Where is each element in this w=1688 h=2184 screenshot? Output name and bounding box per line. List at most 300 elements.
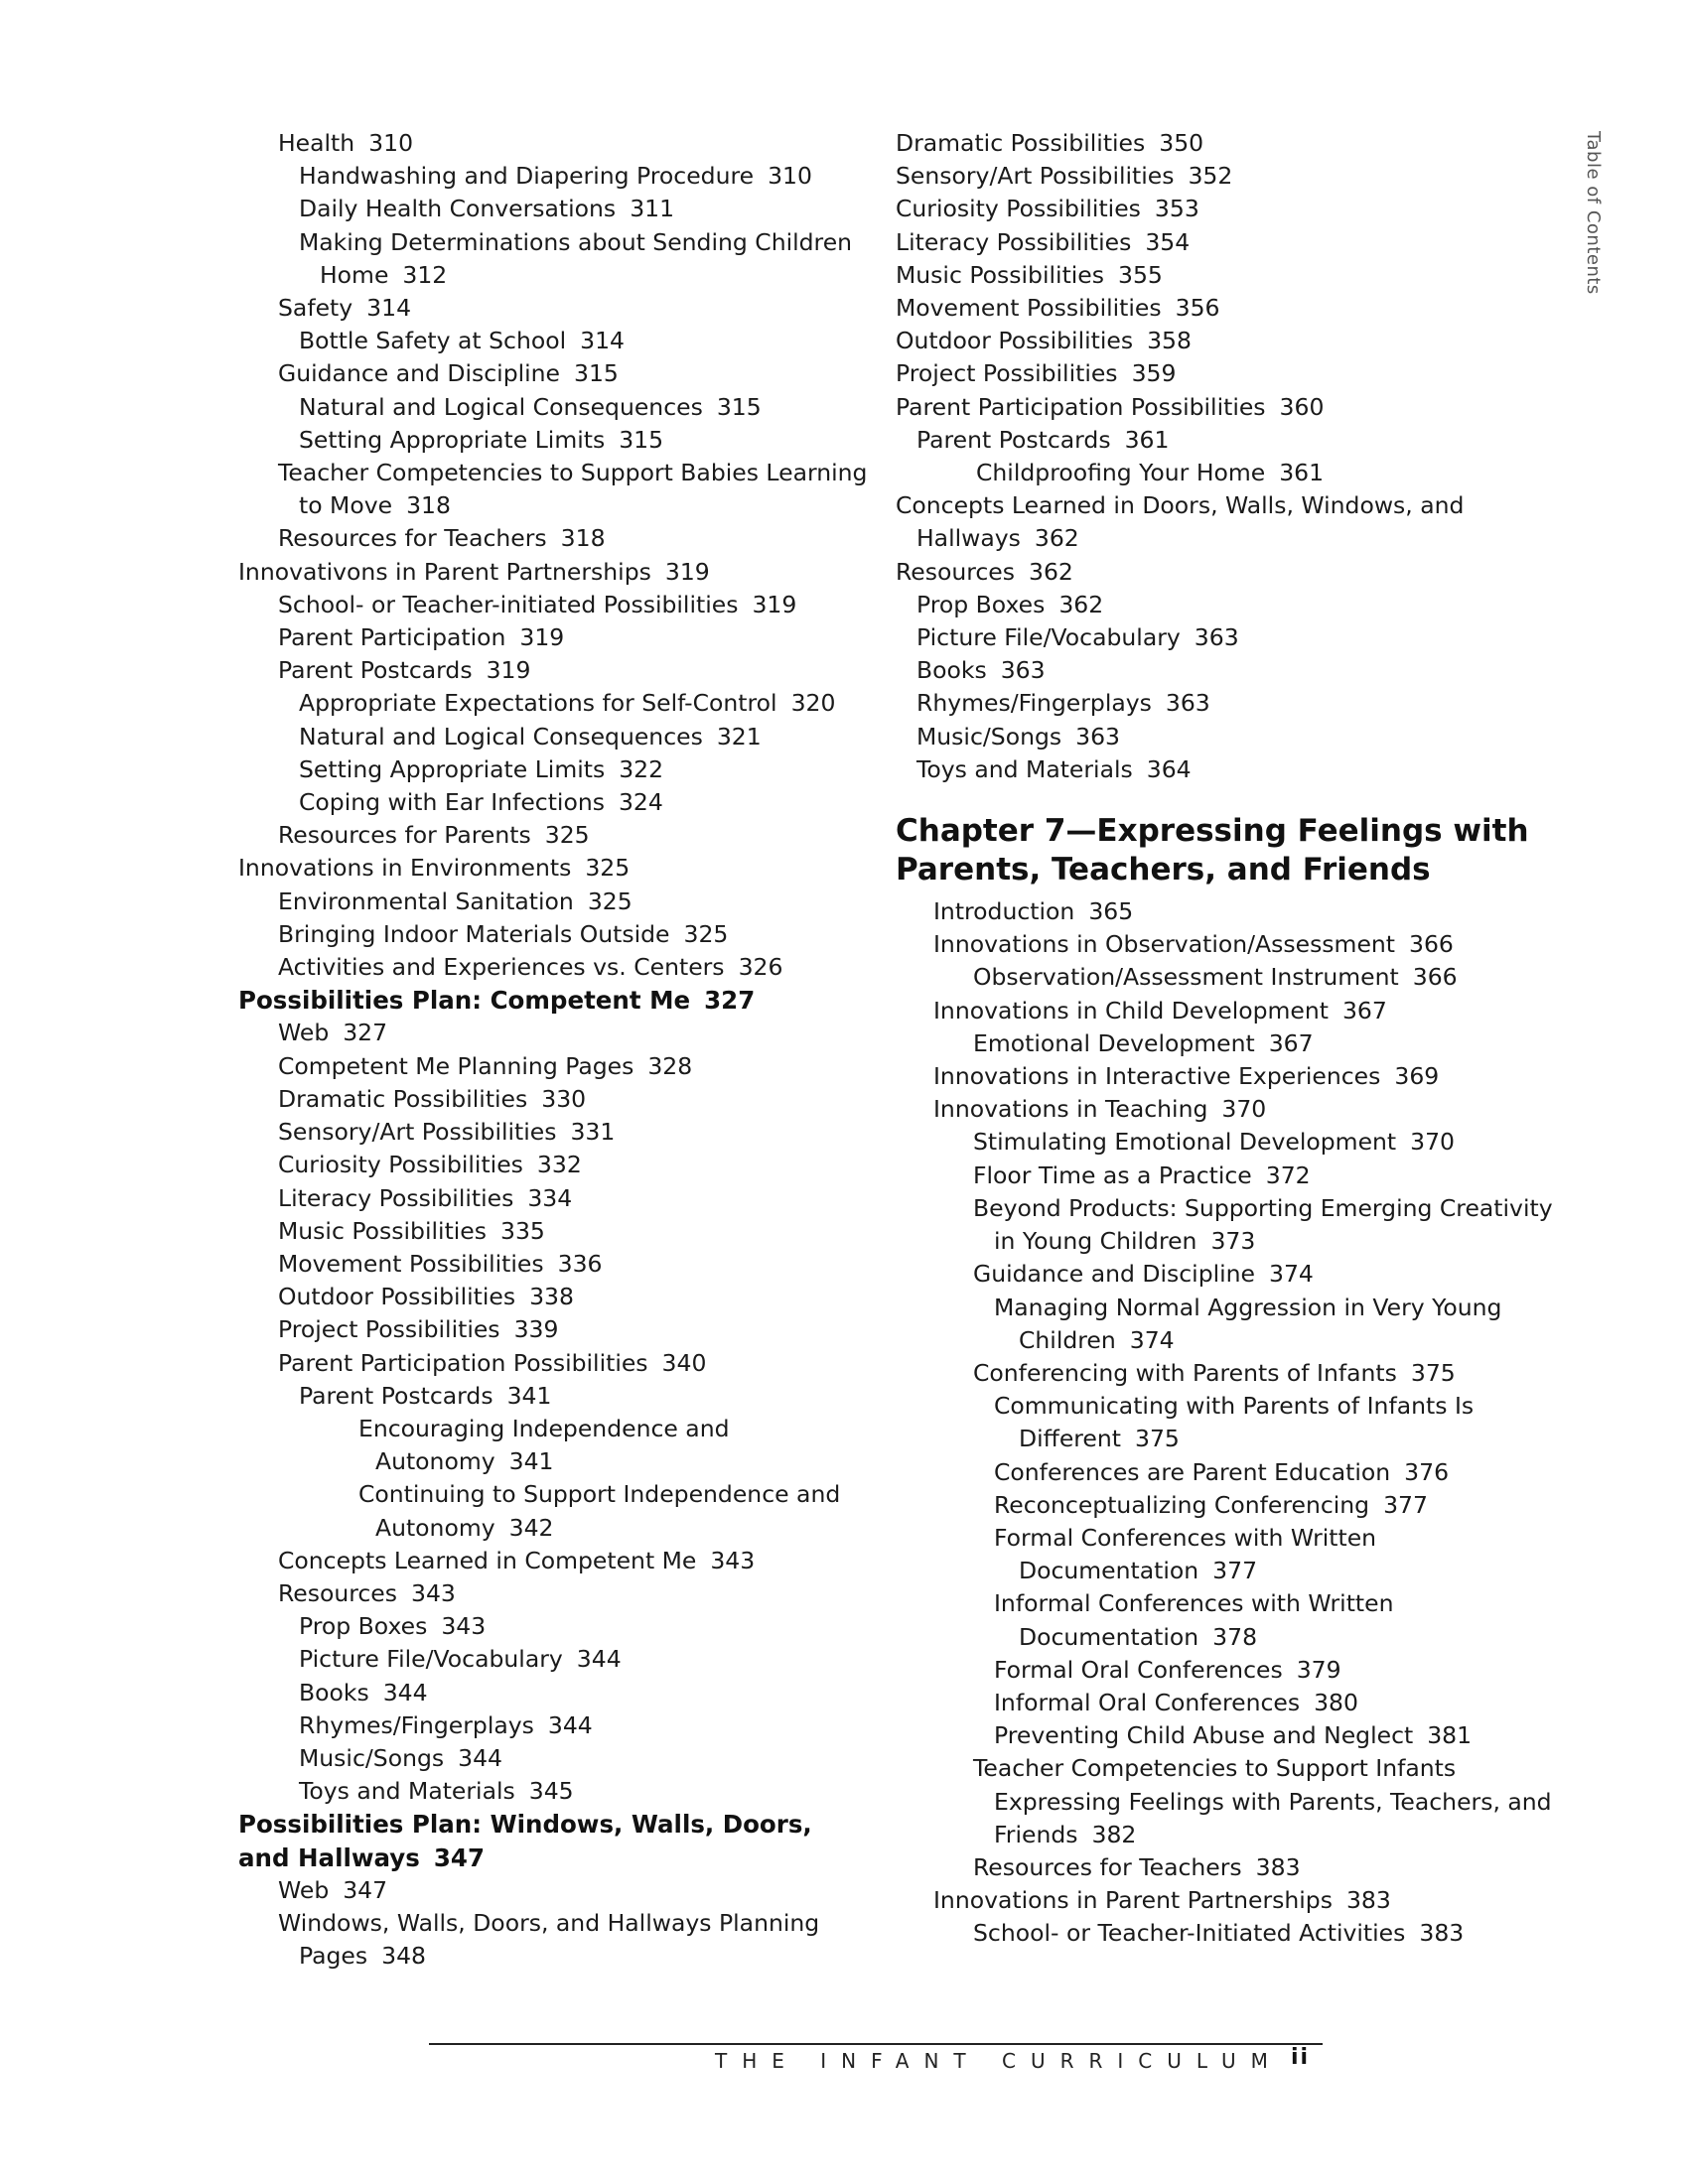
toc-entry bbox=[933, 1587, 1556, 1620]
toc-entry bbox=[238, 424, 874, 457]
toc-entry-title: Sensory/Art Possibilities bbox=[896, 162, 1175, 191]
toc-entry bbox=[933, 1719, 1556, 1752]
toc-entry-title: Parent Postcards bbox=[278, 656, 473, 685]
toc-entry-title: Documentation bbox=[1019, 1622, 1199, 1651]
toc-entry-page: 347 bbox=[343, 1875, 388, 1904]
chapter-heading bbox=[896, 812, 1556, 889]
toc-entry-page: 383 bbox=[1345, 1886, 1391, 1915]
chapter-title: Chapter 7—Expressing Feelings with Parents, Teachers, and Friends bbox=[896, 813, 1529, 888]
toc-entry bbox=[933, 1687, 1556, 1719]
toc-entry-page: 364 bbox=[1146, 754, 1192, 783]
toc-entry-title: Different bbox=[1019, 1425, 1121, 1453]
toc-entry-title: School- or Teacher-Initiated Activities bbox=[973, 1919, 1406, 1948]
toc-entry-page: 347 bbox=[433, 1843, 485, 1872]
toc-entry bbox=[896, 424, 1556, 457]
toc-entry bbox=[238, 1017, 874, 1049]
toc-entry bbox=[238, 1577, 874, 1610]
toc-entry bbox=[933, 1390, 1556, 1423]
toc-entry bbox=[238, 1545, 874, 1577]
toc-entry-title: Innovations in Teaching bbox=[933, 1095, 1208, 1124]
toc-entry-title: Rhymes/Fingerplays bbox=[299, 1710, 534, 1739]
toc-entry-title: Bottle Safety at School bbox=[299, 327, 567, 355]
toc-entry-title: Autonomy bbox=[375, 1447, 495, 1476]
toc-entry-page: 358 bbox=[1147, 327, 1192, 355]
footer-rule bbox=[429, 2043, 1323, 2045]
toc-entry-title: Possibilities Plan: Competent Me bbox=[238, 986, 691, 1016]
toc-entry-page: 315 bbox=[619, 425, 664, 454]
toc-entry-page: 325 bbox=[544, 821, 590, 850]
toc-entry-page: 355 bbox=[1118, 260, 1163, 289]
toc-entry-title: Setting Appropriate Limits bbox=[299, 754, 606, 783]
toc-entry bbox=[238, 1842, 874, 1874]
toc-entry bbox=[238, 1940, 874, 1973]
toc-entry-page: 348 bbox=[381, 1942, 426, 1971]
toc-entry-title: Bringing Indoor Materials Outside bbox=[278, 919, 670, 948]
toc-entry-title: Communicating with Parents of Infants Is bbox=[994, 1392, 1475, 1421]
toc-entry-title: Parent Postcards bbox=[916, 425, 1111, 454]
toc-entry bbox=[238, 193, 874, 225]
toc-entry-page: 325 bbox=[683, 919, 729, 948]
toc-entry-page: 345 bbox=[528, 1777, 574, 1806]
toc-entry bbox=[933, 1522, 1556, 1555]
toc-entry-page: 374 bbox=[1129, 1325, 1175, 1354]
toc-entry-page: 381 bbox=[1427, 1721, 1473, 1750]
toc-entry-page: 322 bbox=[619, 754, 664, 783]
toc-entry bbox=[238, 292, 874, 325]
toc-entry-title: Reconceptualizing Conferencing bbox=[994, 1490, 1370, 1519]
toc-entry bbox=[933, 1423, 1556, 1455]
toc-entry-title: Curiosity Possibilities bbox=[278, 1151, 523, 1179]
side-tab-label: Table of Contents bbox=[1583, 131, 1604, 295]
toc-entry-title: Observation/Assessment Instrument bbox=[973, 963, 1399, 992]
toc-entry-title: Picture File/Vocabulary bbox=[916, 623, 1181, 652]
toc-entry bbox=[896, 721, 1556, 753]
toc-entry-title: and Hallways bbox=[238, 1843, 420, 1872]
toc-entry-page: 319 bbox=[752, 590, 797, 618]
toc-entry bbox=[933, 1027, 1556, 1060]
toc-entry-title: Rhymes/Fingerplays bbox=[916, 689, 1152, 718]
toc-entry bbox=[238, 1248, 874, 1281]
toc-entry bbox=[238, 1215, 874, 1248]
toc-chapter-list bbox=[896, 895, 1556, 1951]
toc-entry-title: Books bbox=[916, 656, 987, 685]
toc-entry-page: 315 bbox=[716, 392, 762, 421]
toc-entry-page: 343 bbox=[441, 1612, 487, 1641]
toc-entry-title: Teacher Competencies to Support Babies Learning bbox=[278, 459, 868, 487]
toc-entry-title: Making Determinations about Sending Children bbox=[299, 227, 853, 256]
toc-entry bbox=[238, 654, 874, 687]
toc-entry bbox=[896, 687, 1556, 720]
toc-entry-title: Handwashing and Diapering Procedure bbox=[299, 162, 755, 191]
toc-entry-title: Children bbox=[1019, 1325, 1116, 1354]
toc-entry-page: 314 bbox=[366, 294, 412, 323]
toc-entry-title: Setting Appropriate Limits bbox=[299, 425, 606, 454]
toc-entry-title: Resources for Parents bbox=[278, 821, 531, 850]
toc-entry-page: 321 bbox=[716, 722, 762, 751]
toc-entry-page: 362 bbox=[1029, 557, 1073, 586]
toc-entry-page: 318 bbox=[406, 491, 451, 520]
toc-entry-page: 360 bbox=[1279, 392, 1325, 421]
toc-entry bbox=[933, 1093, 1556, 1126]
toc-entry-title: Informal Conferences with Written bbox=[994, 1589, 1394, 1618]
toc-entry-title: Parent Postcards bbox=[299, 1381, 493, 1410]
toc-entry-page: 352 bbox=[1188, 162, 1233, 191]
toc-entry-page: 377 bbox=[1212, 1557, 1258, 1585]
toc-entry bbox=[238, 1677, 874, 1709]
toc-entry-page: 376 bbox=[1404, 1457, 1450, 1486]
toc-entry-title: Encouraging Independence and bbox=[358, 1414, 730, 1442]
toc-entry-page: 331 bbox=[570, 1118, 616, 1147]
toc-entry bbox=[238, 1050, 874, 1083]
toc-entry-title: Curiosity Possibilities bbox=[896, 195, 1141, 223]
toc-entry-title: Informal Oral Conferences bbox=[994, 1688, 1301, 1716]
toc-entry-page: 382 bbox=[1091, 1820, 1137, 1848]
toc-entry-title: in Young Children bbox=[994, 1227, 1197, 1256]
toc-entry bbox=[896, 292, 1556, 325]
toc-entry-title: Conferencing with Parents of Infants bbox=[973, 1358, 1397, 1387]
toc-entry bbox=[896, 556, 1556, 589]
toc-entry-page: 363 bbox=[1000, 656, 1046, 685]
toc-entry-page: 327 bbox=[704, 986, 756, 1016]
toc-entry bbox=[238, 1182, 874, 1215]
toc-entry-title: Appropriate Expectations for Self-Control bbox=[299, 689, 777, 718]
toc-entry-title: Documentation bbox=[1019, 1557, 1199, 1585]
toc-entry-page: 330 bbox=[541, 1084, 587, 1113]
toc-entry-title: Floor Time as a Practice bbox=[973, 1160, 1252, 1189]
toc-entry-title: to Move bbox=[299, 491, 393, 520]
toc-entry-page: 326 bbox=[738, 953, 783, 982]
toc-entry-title: Movement Possibilities bbox=[278, 1249, 544, 1278]
toc-entry-page: 369 bbox=[1394, 1062, 1440, 1091]
toc-entry-page: 327 bbox=[343, 1019, 388, 1047]
toc-entry-page: 377 bbox=[1383, 1490, 1428, 1519]
toc-entry bbox=[933, 1621, 1556, 1654]
toc-entry bbox=[238, 687, 874, 720]
toc-entry-page: 344 bbox=[576, 1645, 622, 1674]
toc-entry bbox=[896, 325, 1556, 357]
toc-entry-title: Competent Me Planning Pages bbox=[278, 1051, 634, 1080]
toc-entry bbox=[238, 1281, 874, 1313]
toc-entry-title: Home bbox=[320, 260, 389, 289]
toc-entry-page: 336 bbox=[557, 1249, 603, 1278]
toc-entry-title: Coping with Ear Infections bbox=[299, 788, 605, 817]
toc-entry bbox=[933, 1225, 1556, 1258]
toc-entry-title: Teacher Competencies to Support Infants bbox=[973, 1754, 1457, 1783]
footer-page-number: ii bbox=[1291, 2045, 1311, 2070]
toc-entry-title: Innovations in Interactive Experiences bbox=[933, 1062, 1381, 1091]
toc-entry-title: Formal Oral Conferences bbox=[994, 1655, 1283, 1684]
toc-entry bbox=[238, 753, 874, 786]
toc-entry-page: 318 bbox=[560, 524, 606, 553]
toc-entry bbox=[238, 1742, 874, 1775]
toc-entry-title: Parent Participation Possibilities bbox=[278, 1348, 648, 1377]
toc-entry-page: 338 bbox=[529, 1283, 574, 1311]
toc-entry-title: Autonomy bbox=[375, 1513, 495, 1542]
toc-entry-title: Outdoor Possibilities bbox=[278, 1283, 516, 1311]
toc-entry-title: Conferences are Parent Education bbox=[994, 1457, 1391, 1486]
toc-entry-title: Expressing Feelings with Parents, Teachers, and bbox=[994, 1787, 1552, 1816]
toc-entry bbox=[238, 1083, 874, 1116]
toc-entry bbox=[933, 1752, 1556, 1785]
toc-entry bbox=[238, 951, 874, 984]
toc-entry-title: Dramatic Possibilities bbox=[896, 129, 1146, 157]
toc-entry bbox=[896, 457, 1556, 489]
toc-entry-title: Resources bbox=[278, 1578, 398, 1607]
toc-entry bbox=[238, 1380, 874, 1413]
toc-entry-title: Web bbox=[278, 1019, 330, 1047]
toc-entry bbox=[896, 226, 1556, 259]
toc-entry bbox=[238, 259, 874, 292]
toc-entry-title: Activities and Experiences vs. Centers bbox=[278, 953, 725, 982]
toc-entry-title: Toys and Materials bbox=[299, 1777, 515, 1806]
toc-entry-page: 320 bbox=[790, 689, 836, 718]
toc-entry bbox=[933, 995, 1556, 1027]
toc-entry bbox=[238, 489, 874, 522]
toc-entry-page: 342 bbox=[508, 1513, 554, 1542]
toc-entry-page: 344 bbox=[458, 1743, 502, 1772]
toc-entry-title: Picture File/Vocabulary bbox=[299, 1645, 563, 1674]
toc-entry-title: Natural and Logical Consequences bbox=[299, 722, 703, 751]
toc-entry-page: 319 bbox=[486, 656, 531, 685]
toc-entry-page: 375 bbox=[1410, 1358, 1456, 1387]
toc-entry bbox=[238, 1149, 874, 1181]
toc-entry-title: Innovations in Parent Partnerships bbox=[933, 1886, 1333, 1915]
toc-entry-page: 363 bbox=[1194, 623, 1239, 652]
toc-entry bbox=[896, 654, 1556, 687]
toc-entry bbox=[933, 1489, 1556, 1522]
toc-entry bbox=[238, 127, 874, 160]
toc-entry-page: 370 bbox=[1410, 1128, 1455, 1157]
toc-entry-title: Possibilities Plan: Windows, Walls, Doors, bbox=[238, 1810, 812, 1840]
toc-entry bbox=[896, 489, 1556, 522]
toc-entry-page: 356 bbox=[1175, 294, 1220, 323]
toc-entry-title: Safety bbox=[278, 294, 353, 323]
toc-entry bbox=[896, 259, 1556, 292]
toc-entry-page: 319 bbox=[519, 623, 565, 652]
toc-entry bbox=[238, 1478, 874, 1511]
toc-entry-page: 344 bbox=[382, 1678, 428, 1706]
toc-entry bbox=[238, 1709, 874, 1742]
toc-entry bbox=[238, 852, 874, 885]
toc-entry-title: Music Possibilities bbox=[896, 260, 1105, 289]
toc-entry-page: 339 bbox=[513, 1315, 559, 1344]
toc-entry-title: Daily Health Conversations bbox=[299, 195, 617, 223]
toc-entry-page: 367 bbox=[1268, 1028, 1314, 1057]
toc-entry-page: 310 bbox=[368, 129, 414, 157]
toc-entry-page: 383 bbox=[1419, 1919, 1465, 1948]
toc-entry-title: Resources bbox=[896, 557, 1016, 586]
toc-entry-title: Emotional Development bbox=[973, 1028, 1255, 1057]
toc-entry-page: 340 bbox=[661, 1348, 707, 1377]
toc-entry bbox=[896, 193, 1556, 225]
toc-entry bbox=[933, 1258, 1556, 1291]
toc-entry-title: Toys and Materials bbox=[916, 754, 1133, 783]
toc-entry bbox=[933, 1786, 1556, 1819]
toc-entry bbox=[238, 357, 874, 390]
toc-entry-page: 344 bbox=[547, 1710, 593, 1739]
toc-entry bbox=[238, 1445, 874, 1478]
toc-entry-title: Windows, Walls, Doors, and Hallways Planning bbox=[278, 1908, 820, 1937]
toc-entry-page: 325 bbox=[587, 887, 633, 915]
toc-entry-title: Project Possibilities bbox=[896, 359, 1118, 388]
toc-entry bbox=[933, 1060, 1556, 1093]
toc-entry-page: 366 bbox=[1412, 963, 1458, 992]
toc-entry bbox=[238, 1775, 874, 1808]
toc-entry-page: 324 bbox=[618, 788, 663, 817]
toc-entry-page: 362 bbox=[1058, 590, 1104, 618]
toc-entry bbox=[896, 391, 1556, 424]
toc-entry-title: Beyond Products: Supporting Emerging Creativity bbox=[973, 1193, 1553, 1222]
toc-entry-title: Innovations in Observation/Assessment bbox=[933, 930, 1396, 959]
toc-entry-title: Literacy Possibilities bbox=[896, 227, 1132, 256]
toc-entry-page: 315 bbox=[574, 359, 619, 388]
toc-entry bbox=[933, 1292, 1556, 1324]
toc-entry bbox=[933, 1851, 1556, 1884]
toc-entry bbox=[238, 621, 874, 654]
toc-entry-page: 343 bbox=[710, 1546, 756, 1574]
toc-entry-page: 361 bbox=[1279, 459, 1325, 487]
toc-entry bbox=[238, 721, 874, 753]
toc-entry-title: Dramatic Possibilities bbox=[278, 1084, 528, 1113]
toc-entry-title: Environmental Sanitation bbox=[278, 887, 574, 915]
toc-entry bbox=[238, 1907, 874, 1940]
toc-entry-title: Health bbox=[278, 129, 355, 157]
toc-entry-page: 325 bbox=[585, 854, 631, 883]
toc-entry-title: Outdoor Possibilities bbox=[896, 327, 1134, 355]
toc-entry bbox=[238, 522, 874, 555]
toc-entry-title: Music Possibilities bbox=[278, 1216, 488, 1245]
toc-entry bbox=[933, 1917, 1556, 1950]
toc-entry bbox=[238, 160, 874, 193]
toc-entry-title: Innovations in Environments bbox=[238, 854, 572, 883]
toc-entry-title: Resources for Teachers bbox=[278, 524, 547, 553]
toc-entry bbox=[933, 961, 1556, 994]
toc-entry-title: Music/Songs bbox=[916, 722, 1062, 751]
toc-entry-title: Natural and Logical Consequences bbox=[299, 392, 703, 421]
toc-entry bbox=[933, 895, 1556, 928]
toc-entry bbox=[896, 127, 1556, 160]
toc-entry-title: Literacy Possibilities bbox=[278, 1183, 514, 1212]
toc-entry bbox=[238, 918, 874, 951]
toc-entry-page: 310 bbox=[768, 162, 812, 191]
toc-entry bbox=[238, 1413, 874, 1445]
toc-left-column bbox=[238, 127, 874, 1973]
toc-entry bbox=[896, 160, 1556, 193]
toc-entry bbox=[896, 589, 1556, 621]
toc-entry-page: 362 bbox=[1034, 524, 1079, 553]
toc-entry-page: 353 bbox=[1154, 195, 1199, 223]
toc-entry-title: Innovations in Child Development bbox=[933, 996, 1329, 1024]
toc-entry-page: 365 bbox=[1088, 897, 1134, 926]
toc-entry bbox=[238, 325, 874, 357]
toc-entry-page: 314 bbox=[580, 327, 625, 355]
toc-entry-page: 328 bbox=[647, 1051, 693, 1080]
toc-entry bbox=[238, 819, 874, 852]
toc-entry-page: 367 bbox=[1341, 996, 1387, 1024]
toc-entry bbox=[238, 984, 874, 1017]
toc-entry-page: 373 bbox=[1210, 1227, 1256, 1256]
toc-entry bbox=[238, 786, 874, 819]
toc-entry-page: 319 bbox=[664, 557, 710, 586]
toc-entry-title: Concepts Learned in Doors, Walls, Windows, and bbox=[896, 491, 1465, 520]
toc-entry bbox=[896, 357, 1556, 390]
toc-entry-page: 350 bbox=[1159, 129, 1204, 157]
toc-entry-title: Guidance and Discipline bbox=[278, 359, 561, 388]
toc-entry-title: Prop Boxes bbox=[916, 590, 1046, 618]
toc-entry-page: 380 bbox=[1314, 1688, 1358, 1716]
toc-entry bbox=[238, 1116, 874, 1149]
toc-entry-page: 363 bbox=[1165, 689, 1210, 718]
toc-entry-page: 335 bbox=[500, 1216, 545, 1245]
toc-entry bbox=[238, 886, 874, 918]
toc-entry bbox=[238, 1874, 874, 1907]
toc-entry bbox=[933, 1357, 1556, 1390]
toc-entry bbox=[933, 1324, 1556, 1357]
toc-entry bbox=[933, 928, 1556, 961]
toc-entry-page: 311 bbox=[630, 195, 675, 223]
toc-entry-title: Hallways bbox=[916, 524, 1021, 553]
toc-entry-title: Childproofing Your Home bbox=[976, 459, 1266, 487]
toc-entry bbox=[933, 1654, 1556, 1687]
toc-entry-page: 363 bbox=[1075, 722, 1120, 751]
toc-entry-title: Pages bbox=[299, 1942, 368, 1971]
toc-entry-page: 343 bbox=[411, 1578, 456, 1607]
toc-entry-title: Friends bbox=[994, 1820, 1078, 1848]
toc-entry bbox=[896, 621, 1556, 654]
toc-entry-title: Formal Conferences with Written bbox=[994, 1523, 1377, 1552]
toc-entry-title: Resources for Teachers bbox=[973, 1852, 1242, 1881]
toc-entry-title: Music/Songs bbox=[299, 1743, 445, 1772]
toc-entry bbox=[933, 1555, 1556, 1587]
toc-entry bbox=[238, 556, 874, 589]
toc-entry bbox=[238, 1808, 874, 1841]
toc-entry-title: Sensory/Art Possibilities bbox=[278, 1118, 557, 1147]
toc-entry-title: Prop Boxes bbox=[299, 1612, 428, 1641]
toc-entry-page: 366 bbox=[1409, 930, 1454, 959]
toc-entry bbox=[896, 753, 1556, 786]
toc-entry bbox=[238, 391, 874, 424]
toc-entry-page: 341 bbox=[508, 1447, 554, 1476]
toc-entry-page: 374 bbox=[1269, 1260, 1314, 1289]
toc-entry-page: 375 bbox=[1135, 1425, 1180, 1453]
toc-entry-page: 370 bbox=[1221, 1095, 1267, 1124]
toc-entry-title: Books bbox=[299, 1678, 369, 1706]
toc-entry bbox=[238, 589, 874, 621]
toc-entry-title: Web bbox=[278, 1875, 330, 1904]
toc-entry-title: School- or Teacher-initiated Possibilities bbox=[278, 590, 739, 618]
toc-entry bbox=[933, 1192, 1556, 1225]
toc-entry-page: 312 bbox=[402, 260, 448, 289]
footer-running-title: THE INFANT CURRICULUM bbox=[715, 2049, 1283, 2073]
toc-entry-title: Continuing to Support Independence and bbox=[358, 1480, 841, 1509]
toc-entry-title: Stimulating Emotional Development bbox=[973, 1128, 1397, 1157]
toc-entry bbox=[238, 1347, 874, 1380]
toc-entry bbox=[238, 1512, 874, 1545]
toc-entry-title: Managing Normal Aggression in Very Young bbox=[994, 1293, 1502, 1321]
toc-entry bbox=[933, 1456, 1556, 1489]
toc-entry bbox=[933, 1884, 1556, 1917]
toc-entry-page: 361 bbox=[1124, 425, 1170, 454]
toc-entry-title: Concepts Learned in Competent Me bbox=[278, 1546, 697, 1574]
toc-right-top-list bbox=[896, 127, 1556, 786]
toc-entry-page: 359 bbox=[1131, 359, 1177, 388]
toc-entry-page: 372 bbox=[1265, 1160, 1311, 1189]
toc-entry bbox=[238, 1643, 874, 1676]
toc-entry bbox=[238, 226, 874, 259]
toc-entry bbox=[238, 457, 874, 489]
toc-entry-page: 379 bbox=[1296, 1655, 1341, 1684]
toc-entry bbox=[238, 1313, 874, 1346]
